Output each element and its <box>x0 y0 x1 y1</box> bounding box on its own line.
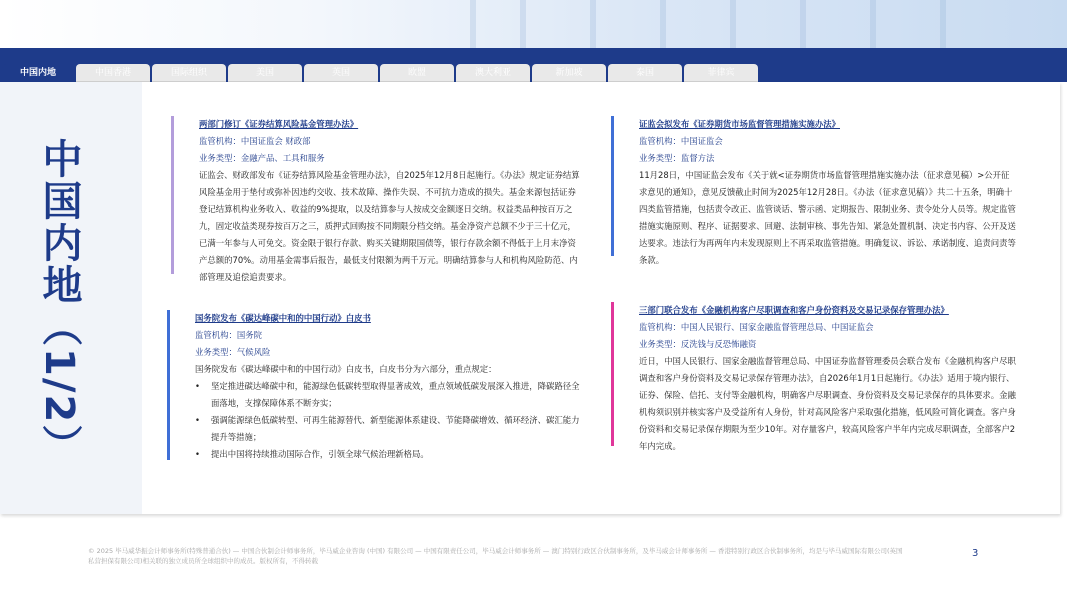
business-type-label: 业务类型：监督方法 <box>639 153 715 163</box>
tab-thailand[interactable]: 泰国 <box>608 64 682 82</box>
tab-australia[interactable]: 澳大利亚 <box>456 64 530 82</box>
news-body: 近日，中国人民银行、国家金融监督管理总局、中国证券监督管理委员会联合发布《金融机构客户尽职调查和客户身份资料及交易记录保存管理办法》，自2026年1月1日起施行。《办法》适用于境内银行、证券、保险、信托、支付等金融机构，明确客户尽职调查、身份资料及交易记录保存的具体要求。金融机构须识别并核实客户及受益所有人身份，针对高风险客户采取强化措施，低风险可简化调查。客户身份资料和交易记录保存期限为至少10年。对存量客户，较高风险客户半年内完成尽职调查，全部客户2年内完成。 <box>639 356 1016 451</box>
news-intro: 国务院发布《碳达峰碳中和的中国行动》白皮书，白皮书分为六部分，重点规定： <box>195 364 497 374</box>
news-title-link[interactable]: 两部门修订《证券结算风险基金管理办法》 <box>199 119 359 129</box>
tab-philippines[interactable]: 菲律宾 <box>684 64 758 82</box>
news-body: 证监会、财政部发布《证券结算风险基金管理办法》，自2025年12月8日起施行。《办法》规定证券结算风险基金用于垫付或弥补因违约交收、技术故障、操作失误、不可抗力造成的损失。基金来源包括证券登记结算机构业务收入、收益的9%提取，以及结算参与人按成交金额逐日交纳。权益类品种按百万之九，固定收益类现券按百万之三，质押式回购按不同期限分档交纳。基金净资产总额不少于三十亿元，已满一年参与人可免交。资金限于银行存款、购买关键期限国债等，银行存款余额不得低于上月末净资产总额的70%。动用基金需事后报告，最低支付限额为两千万元。明确结算参与人和机构风险防范、内部管理及追偿追责要求。 <box>199 170 580 282</box>
tab-eu[interactable]: 欧盟 <box>380 64 454 82</box>
accent-bar <box>611 116 614 256</box>
list-item: • 强调能源绿色低碳转型、可再生能源替代、新型能源体系建设、节能降碳增效、循环经济、碳汇能力提升等措施； <box>195 412 587 446</box>
region-tabs <box>2 64 758 82</box>
news-block-settlement-fund <box>171 116 581 282</box>
news-block-aml-kyc <box>611 302 1021 451</box>
agency-label: 监管机构：中国人民银行、国家金融监督管理总局、中国证监会 <box>639 322 874 332</box>
content-panel <box>0 82 1060 514</box>
agency-label: 监管机构：中国证监会 财政部 <box>199 136 311 146</box>
list-item: • 坚定推进碳达峰碳中和，能源绿色低碳转型取得显著成效，重点领域低碳发展深入推进，降碳路径全面落地，支撑保障体系不断夯实； <box>195 378 587 412</box>
tab-international-orgs[interactable]: 国际组织 <box>152 64 226 82</box>
news-title-link[interactable]: 国务院发布《碳达峰碳中和的中国行动》白皮书 <box>195 313 371 323</box>
tab-usa[interactable]: 美国 <box>228 64 302 82</box>
sidebar-title: 中国内地（1/2） <box>36 138 82 467</box>
news-body: 11月28日，中国证监会发布《关于就<证券期货市场监督管理措施实施办法（征求意见稿）>公开征求意见的通知》，意见反馈截止时间为2025年12月28日。《办法（征求意见稿）》共二十五条，明确十四类监管措施，包括责令改正、监管谈话、警示函、定期报告、限制业务、责令处分人员等。规定监管措施实施原则、程序、证据要求、回避、法制审核、事先告知、紧急处置机制、决定书内容、公开及送达要求。违法行为再两年内未发现原则上不再采取监管措施。明确复议、诉讼、承诺制度、追责问责等条款。 <box>639 170 1016 265</box>
news-title-link[interactable]: 三部门联合发布《金融机构客户尽职调查和客户身份资料及交易记录保存管理办法》 <box>639 305 949 315</box>
business-type-label: 业务类型：气候风险 <box>195 347 271 357</box>
copyright-footer: © 2025 毕马威华振会计师事务所(特殊普通合伙) — 中国合伙制会计师事务所，毕马威企业咨询 (中国) 有限公司 — 中国有限责任公司，毕马威会计师事务所 — 澳门特别行政区合伙制事务所，及毕马威会计师事务所 — 香港特别行政区合伙制事务所，均是与毕马威国际有限公司(英国私营担保有限公司)相关联的独立成员所全球组织中的成员。版权所有，不得转载 <box>88 547 903 565</box>
news-title-link[interactable]: 证监会拟发布《证券期货市场监督管理措施实施办法》 <box>639 119 840 129</box>
header-banner <box>0 0 1067 48</box>
agency-label: 监管机构：中国证监会 <box>639 136 723 146</box>
tab-hong-kong[interactable]: 中国香港 <box>76 64 150 82</box>
tab-uk[interactable]: 英国 <box>304 64 378 82</box>
business-type-label: 业务类型：金融产品、工具和服务 <box>199 153 325 163</box>
page-number: 3 <box>972 548 979 559</box>
sidebar <box>0 82 142 514</box>
tab-singapore[interactable]: 新加坡 <box>532 64 606 82</box>
news-block-supervision-measures <box>611 116 1021 265</box>
business-type-label: 业务类型：反洗钱与反恐怖融资 <box>639 339 757 349</box>
tab-mainland-china[interactable]: 中国内地 <box>2 64 74 82</box>
agency-label: 监管机构：国务院 <box>195 330 262 340</box>
accent-bar <box>611 302 614 446</box>
accent-bar <box>171 116 174 274</box>
accent-bar <box>167 310 170 460</box>
news-block-carbon-whitepaper <box>167 310 587 460</box>
list-item: • 提出中国将持续推动国际合作，引领全球气候治理新格局。 <box>195 446 587 463</box>
